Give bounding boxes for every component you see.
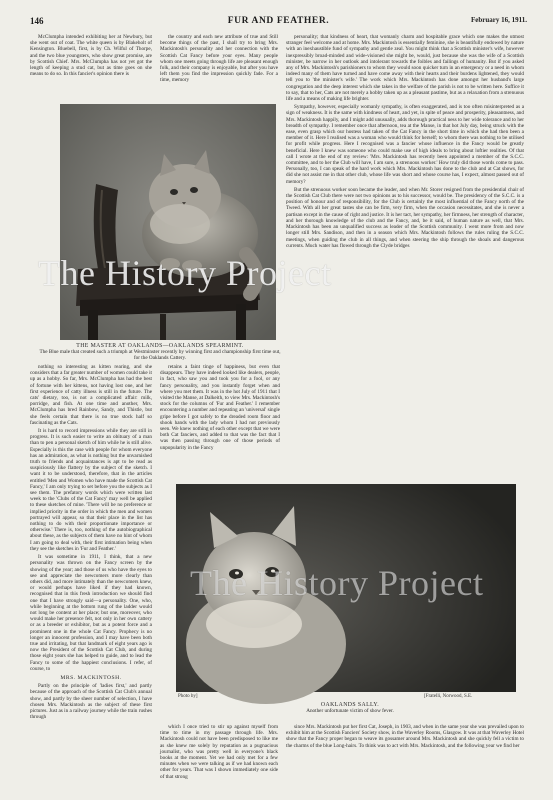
page-number: 146 [30, 16, 44, 26]
photo2-caption [260, 702, 440, 714]
text-column-bottom-middle [160, 724, 278, 792]
photo1-subcaption: The Blue male that created such a triumph at Westminster recently by winning first and championship first time out, for the Oaklands Cattery. [39, 349, 281, 362]
watermark: The History Project [38, 253, 332, 293]
photo1-caption [38, 343, 282, 361]
text-column-left [30, 364, 152, 792]
paragraph: Partly on the principle of 'ladies first,' and partly because of the approach of the Scottish Cat Club's annual show, and partly by the sheer number of selection, I have chosen Mrs. Mackintosh as the subject of these first pictures. Just as in a railway journey while the train rushes through [30, 683, 152, 721]
paragraph: But the strenuous worker soon became the leader, and when Mr. Storer resigned from the presidential chair of the Scottish Cat Club there were not two opinions as to his successor, would be. The presidency of the S.C.C. is a position of honour and of responsibility, for the Club is certainly the most influential of the Fancy north of the Tweed. With all her great tastes she can be firm, very firm, when the occasion necessitates, and she is never a partisan except in the cause of right and justice. It is her tact, her sympathy, her firmness, her strength of character, and her thorough knowledge of the club and the Fancy, and, be it said, of human nature as well, that Mrs. Mackintosh has been an unqualified success as leader of the Scottish community. I went more from and now longer still Mrs. Sandison, and then in a season which Mrs. Mackintosh follows the rules ruling the S.C.C. meetings, when guiding the club in all things, and when steering the ship through the shoals and dangerous currents. Much water has flowed through the Clyde bridges [286, 186, 524, 249]
magazine-title: FUR AND FEATHER. [227, 16, 330, 26]
cat-portrait-photo [176, 484, 516, 692]
paragraph: retains a faint tinge of happiness, but even that disappears. They have indeed looked like dealers, people, in fact, who saw you and took you for a fool, or any fancy personality, and you instantly forget when and where you met them. It was in the hot July of 1911 that I visited the Manse, at Dalkeith, to view Mrs. Mackintosh's stock for the columns of 'Fur and Feather.' I remember encountering a number and repeating an 'universal' single gripe before I got safely to the dreaded room floor and shook hands with the lady whom I had not previously seen. We knew nothing of each other except that we were both Cat fanciers, and added to that was the fact that I was then passing through one of those periods of unpopularity in the Fancy [160, 364, 280, 451]
text-column-middle [160, 364, 280, 476]
photo-oaklands-sally [176, 484, 516, 692]
paragraph: nothing so interesting as kitten rearing, and she considers that a far greater number of women could take it up as a hobby. So far, Mrs. McClumpha has had the best of fortune with her kittens, not having lost one, and her first experience of catty illness is still in the future. The cats' dietary, too, is not a complicated affair: milk, porridge, and fish. At one time and another, Mrs. McClumpha has bred Rainbow, Sandy, and Thistle, but she feels certain that there is no true stock half so fascinating as the Cats. [30, 364, 152, 426]
photo2-title: OAKLANDS SALLY. [320, 702, 380, 708]
section-heading: MRS. MACKINTOSH. [60, 674, 122, 681]
text-column-top-left [30, 34, 152, 104]
photo1-title: THE MASTER AT OAKLANDS—OAKLANDS SPEARMINT. [76, 343, 244, 349]
issue-date: February 16, 1911. [471, 16, 527, 24]
text-column-bottom-right [286, 724, 524, 792]
text-column-right [286, 34, 524, 476]
photo2-subcaption: Another unfortunate victim of show fever. [306, 708, 394, 714]
paragraph: which I once tried to stir up against myself from time to time in my passage through life. Mrs. Mackintosh could not have been predisposed to like me as she knew me solely by reputation as a pugnacious journalist, who was pretty well in everyone's black books at the moment. Yet we had only met for a few minutes when we were talking as if we had known each other for years. That was I shown immediately one side of that strong [160, 724, 278, 780]
paragraph: McClumpha intended exhibiting her at Newbury, but she went out of coat. The white queen is by Blakeholt of Kensington. Bluebell, first, is by Ch. Wilful of Thorpe, and the two blue youngsters, who show great promise, are by Scottish Chief. Mrs. McClumpha has not yet got the length of keeping a stud cat, but as time goes on she means to do so. In this fancier's opinion there is [30, 34, 152, 78]
photo-oaklands-spearmint [38, 104, 332, 340]
cat-on-chair-photo [60, 104, 276, 340]
photo2-credit-left: Photo by] [178, 694, 198, 699]
paragraph: personality; that kindness of heart, that womanly charm and hospitable grace which one makes the utmost stranger feel welcome and at home. Mrs. Mackintosh is essentially feminine, she is beautifully endowed by nature with an inexhaustible fund of sympathy and gentle zeal. You might think that a Scottish minister's wife, however inexpressibly broad-minded and wide-visioned she might be, would, just because she was the wife of a Scottish minister, be narrow in her outlook and intolerant towards the foibles and failings of humanity. But if you asked any of Mrs. Mackintosh's parishioners to whom they would soon quicker turn in an emergency or a need in whom indeed many of them have turned and have come away with their hearts and their burdens lightened, they would tell you to 'the minister's wife.' The work which Mrs. Mackintosh has done amongst her husband's large congregation and the deep interest which she takes in the welfare of the parish is not to be written here. Suffice it to say, that to her, Cats are not merely a hobby taken up as a pleasant pastime, but as a relaxation from a strenuous life and a means of making life brighter. [286, 34, 524, 103]
paragraph: Sympathy, however, especially womanly sympathy, is often exaggerated, and is too often misinterpreted as a sign of weakness. It is the same with kindness of heart, and yet, in spite of peace and prosperity, pleasantness, and Mrs. Mackintosh happily, and I might add unusually, adds thorough practical ness to her wide tolerance and to her breadth of sympathy. I remember once that afternoon, tea at the Manse, in that hot July day, being struck with the ease, even grasp which our hostess had taken of the Cat Fancy in the short time in which she had then been a member of it. Here I realised was a woman who would think for herself; to whom there was nothing to be utilised for profit while progress. Here I recognised was a fancier whose influence in the Fancy would be greatly beneficial. Here I knew was someone who could make use of high ideals to bring about loftier realities. Of that call I wrote at the end of my review: 'Mrs. Mackintosh has recently been appointed a member of the S.C.C. committee, and to her the Club will have, I am sure, a strenuous worker.' How truly did those words come to pass. Personally, too, I can speak of the hard work which Mrs. Mackintosh has done to the club and at Cat shows, for did she not assist me in that other club, whose life was short and whose course has, I expect, almost passed out of memory? [286, 104, 524, 185]
paragraph: It is hard to record impressions while they are still in progress. It is such easier to write an obituary of a man than to pen a personal sketch of him while he is still alive. Especially is this the case with people for whom everyone has an admiration, as what is nothing but the unvarnished truth to friends and acquaintances is apt to be read as suspiciously like flattery by the subject of the sketch. I want it to be understood, therefore, that in the articles entitled 'Men and Women who have made the Scottish Cat Fancy,' I am only trying to set before you the subjects as I see them. The prefatory words which were written last week to the 'Clubs of the Cat Fancy' may well be applied to these sketches of mine. 'There will be no preference or implied priority in the order in which the men and women portrayed will appear, so that their place in the list has nothing to do with their proportionate importance or otherwise.' There is, too, nothing of the autobiographical about these, as the subjects of them have no hint of whom I am going to deal with, their first intimation being when they see the sketches in 'Fur and Feather.' [30, 428, 152, 552]
paragraph: It was sometime in 1911, I think, that a new personality was thrown on the Fancy screen by the showing of the year; and those of us who have the eyes to see and appreciate the newcomers more clearly than others did, and more intimately than the newcomers knew, or would perhaps have liked if they had known, recognised that in this fresh introduction we should find one that I have strongly said—a personality. One, who, while beginning at the bottom rung of the ladder would not long be content at her place; but one, moreover, who would make her presence felt, not only in her own cattery or as a breeder or exhibitor, but as a potent force and a prominent one in the whole Cat Fancy. Prophecy is no longer an innocent profession, and I may have been both true and irritating, but that landmark of eight years ago is now the President of the Scottish Cat Club, and during those eight years she has helped to guide, and to lead the Fancy to some of the happiest conclusions. I refer, of course, to [30, 554, 152, 672]
photo2-credit-right: [Fratelli, Norwood, S.E. [424, 694, 473, 699]
text-column-top-middle [160, 34, 278, 104]
paragraph: since Mrs. Mackintosh put her first Cat, Joseph, in 1903, and when in the same year she was prevailed upon to exhibit him at the Scottish Fanciers' Society show, in the Waverley Rooms, Glasgow. It was at that Waverley Hotel show that the Fancy proper began to weave its gossamer around Mrs. Mackintosh and she quickly fell a victim to the charms of the blue Long-hairs. To think was to act with Mrs. Mackintosh, and the following year we find her [286, 724, 524, 749]
page-header [30, 16, 527, 28]
watermark: The History Project [190, 563, 484, 603]
paragraph: the country and each new attribute of true and Still become things of the past, I shall try to bring Mrs. Mackintosh's personality and her connection with the Scottish Cat Fancy before your eyes. Many people whom one meets going through life are pleasant enough folk, and their company is enjoyable, but after you have left them you find the impression quickly fade. For a time, memory [160, 34, 278, 84]
